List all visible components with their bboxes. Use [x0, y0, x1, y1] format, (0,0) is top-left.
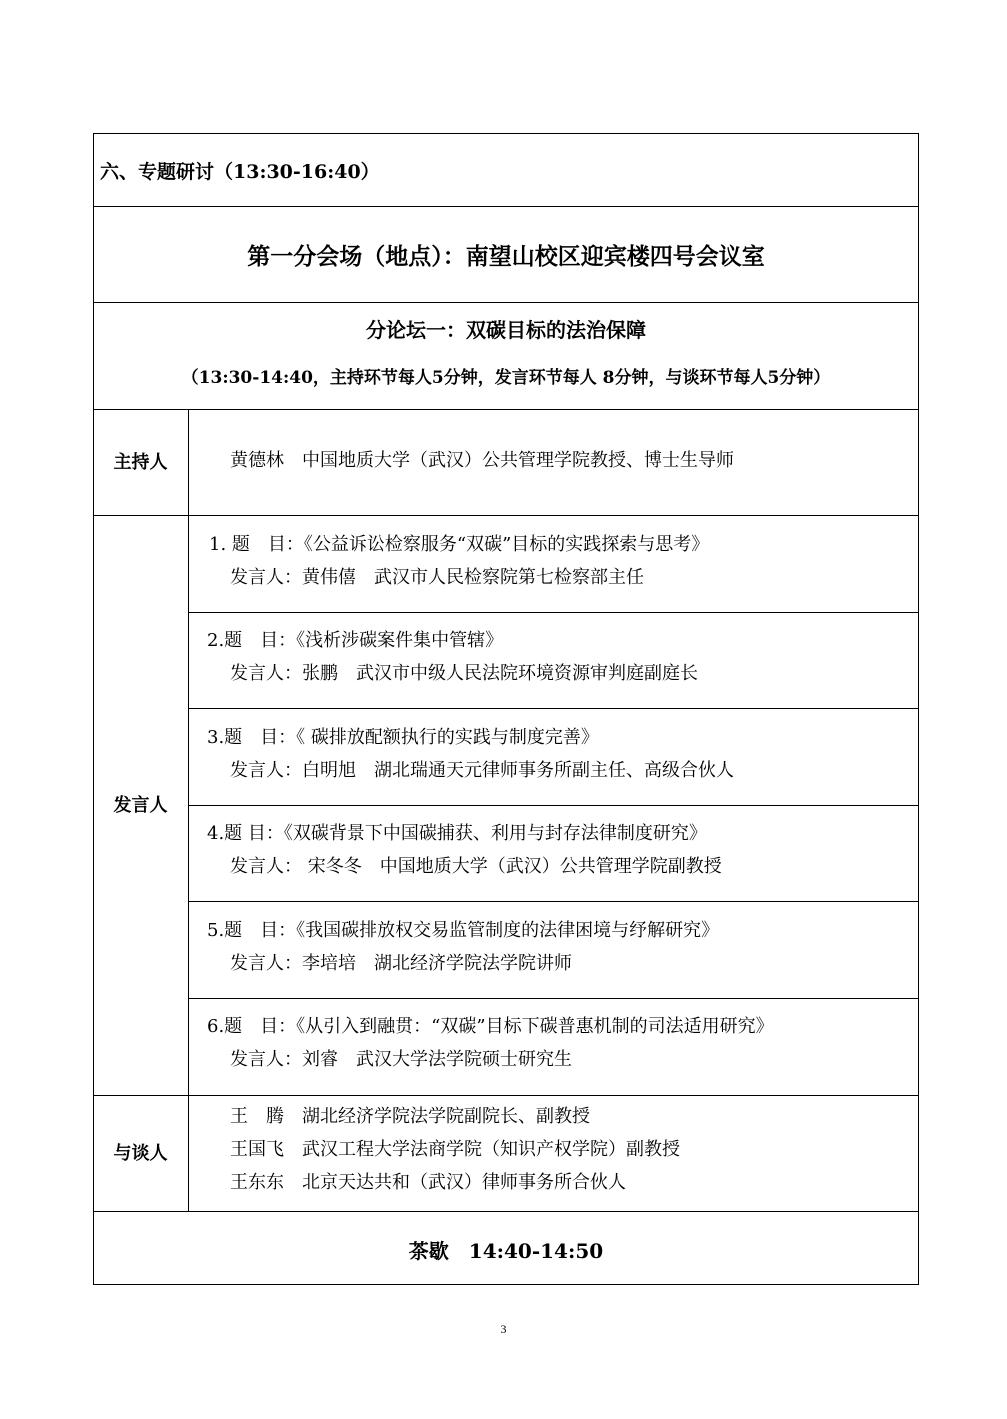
row-divider	[93, 1095, 919, 1096]
speech-topic: 5.题 目：《我国碳排放权交易监管制度的法律困境与纾解研究》	[207, 920, 720, 941]
table-border-top	[93, 133, 919, 134]
row-divider	[93, 1211, 919, 1212]
speech-topic: 2.题 目：《浅析涉碳案件集中管辖》	[207, 630, 504, 651]
speaker-divider	[188, 805, 919, 806]
discussant: 王东东 北京天达共和（武汉）律师事务所合伙人	[230, 1172, 626, 1193]
column-divider	[188, 409, 189, 1211]
discussant: 王国飞 武汉工程大学法商学院（知识产权学院）副教授	[230, 1139, 680, 1160]
speech-topic: 6.题 目：《从引入到融贯：“双碳”目标下碳普惠机制的司法适用研究》	[207, 1016, 774, 1037]
host-label: 主持人	[113, 452, 168, 473]
venue-title: 第一分会场（地点）：南望山校区迎宾楼四号会议室	[247, 243, 765, 270]
speaker-divider	[188, 612, 919, 613]
table-border-bottom	[93, 1284, 919, 1285]
forum-title: 分论坛一：双碳目标的法治保障	[366, 318, 646, 342]
speech-speaker: 发言人：黄伟僖 武汉市人民检察院第七检察部主任	[230, 567, 644, 588]
page-number: 3	[500, 1322, 507, 1336]
speaker-divider	[188, 708, 919, 709]
row-divider	[93, 302, 919, 303]
speech-speaker: 发言人：刘睿 武汉大学法学院硕士研究生	[230, 1049, 572, 1070]
program-table	[93, 133, 919, 1285]
speech-topic: 4.题 目：《双碳背景下中国碳捕获、利用与封存法律制度研究》	[207, 823, 707, 844]
row-divider	[93, 515, 919, 516]
forum-schedule: （13:30-14:40，主持环节每人5分钟，发言环节每人 8分钟，与谈环节每人5分钟）	[181, 368, 831, 388]
section-heading: 六、专题研讨（13:30-16:40）	[100, 161, 380, 183]
table-border-left	[93, 133, 94, 1285]
discussants-label: 与谈人	[113, 1143, 168, 1164]
speech-topic: 1. 题 目：《公益诉讼检察服务“双碳”目标的实践探索与思考》	[209, 534, 710, 555]
tea-break: 茶歇 14:40-14:50	[408, 1239, 604, 1263]
speech-speaker: 发言人：白明旭 湖北瑞通天元律师事务所副主任、高级合伙人	[230, 760, 734, 781]
speaker-divider	[188, 901, 919, 902]
speech-speaker: 发言人：李培培 湖北经济学院法学院讲师	[230, 953, 572, 974]
row-divider	[93, 409, 919, 410]
row-divider	[93, 206, 919, 207]
speech-speaker: 发言人： 宋冬冬 中国地质大学（武汉）公共管理学院副教授	[230, 856, 722, 877]
host-person: 黄德林 中国地质大学（武汉）公共管理学院教授、博士生导师	[230, 450, 734, 471]
discussant: 王 腾 湖北经济学院法学院副院长、副教授	[230, 1106, 590, 1127]
table-border-right	[918, 133, 919, 1285]
speech-speaker: 发言人：张鹏 武汉市中级人民法院环境资源审判庭副庭长	[230, 663, 698, 684]
speaker-divider	[188, 998, 919, 999]
speech-topic: 3.题 目：《 碳排放配额执行的实践与制度完善》	[207, 727, 599, 748]
speakers-label: 发言人	[113, 795, 168, 816]
